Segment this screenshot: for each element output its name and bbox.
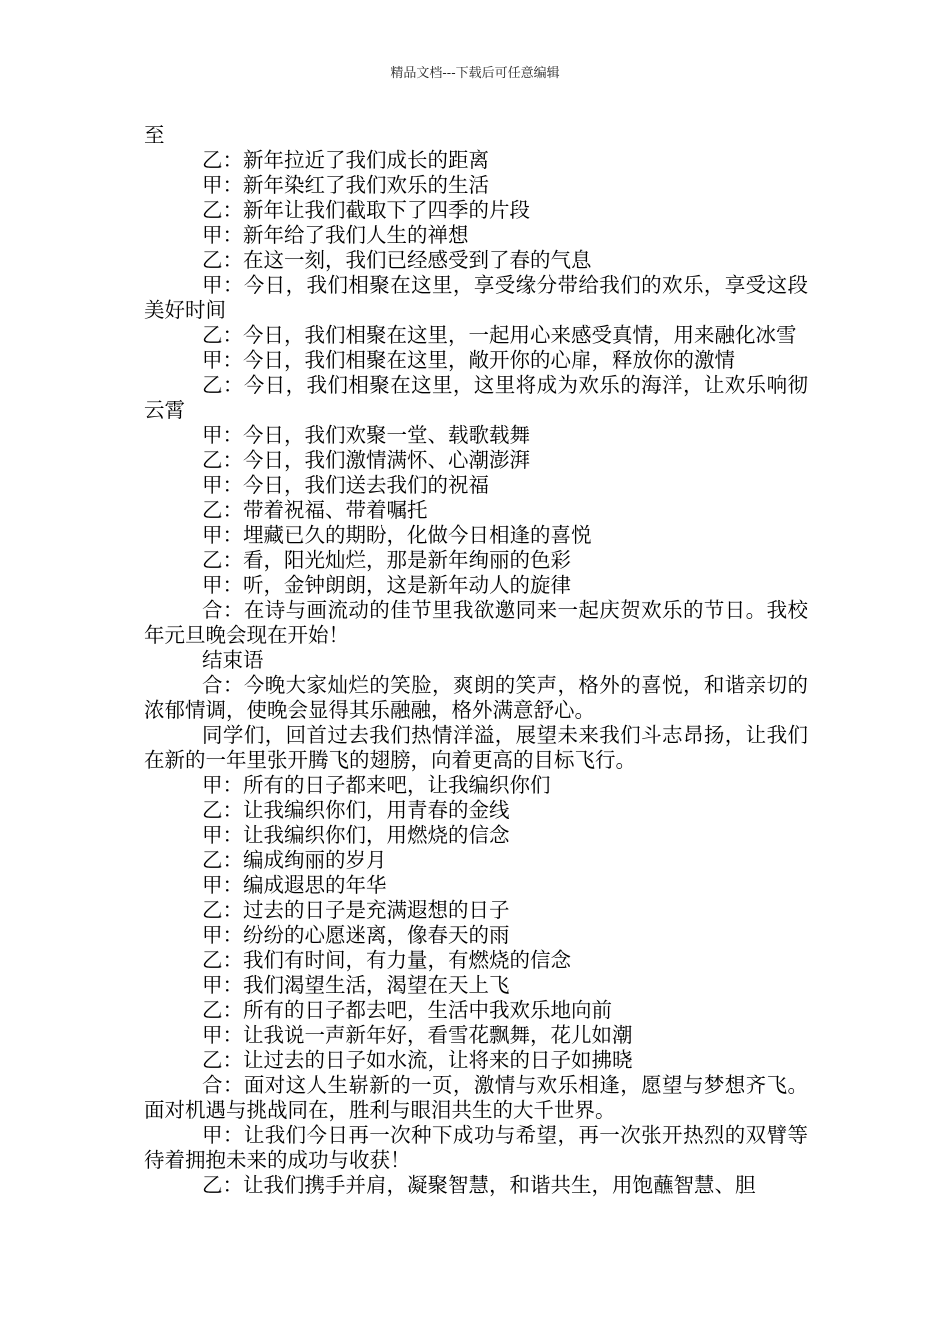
dialogue-line: 合：面对这人生崭新的一页，激情与欢乐相逢，愿望与梦想齐飞。面对机遇与挑战同在，胜利与眼泪共生的大千世界。 [144, 1073, 808, 1122]
dialogue-line: 甲：纷纷的心愿迷离，像春天的雨 [202, 923, 510, 947]
dialogue-line: 乙：让我编织你们，用青春的金线 [202, 798, 510, 822]
dialogue-line: 甲：让我说一声新年好，看雪花飘舞，花儿如潮 [202, 1023, 633, 1047]
dialogue-line: 甲：让我编织你们，用燃烧的信念 [202, 823, 510, 847]
dialogue-line: 甲：今日，我们相聚在这里，敞开你的心扉，释放你的激情 [202, 348, 735, 372]
dialogue-line: 甲：新年给了我们人生的禅想 [202, 223, 469, 247]
dialogue-line: 乙：所有的日子都去吧，生活中我欢乐地向前 [202, 998, 612, 1022]
dialogue-line: 乙：带着祝福、带着嘱托 [202, 498, 428, 522]
document-body [144, 123, 808, 1198]
dialogue-line: 甲：编成遐思的年华 [202, 873, 387, 897]
dialogue-line: 甲：听，金钟朗朗，这是新年动人的旋律 [202, 573, 571, 597]
dialogue-line: 乙：新年拉近了我们成长的距离 [202, 148, 489, 172]
dialogue-line: 甲：埋藏已久的期盼，化做今日相逢的喜悦 [202, 523, 592, 547]
dialogue-line: 合：在诗与画流动的佳节里我欲邀同来一起庆贺欢乐的节日。我校年元旦晚会现在开始！ [144, 598, 808, 647]
section-heading: 结束语 [202, 648, 264, 672]
dialogue-line: 乙：看，阳光灿烂，那是新年绚丽的色彩 [202, 548, 571, 572]
dialogue-line: 乙：让过去的日子如水流，让将来的日子如拂晓 [202, 1048, 633, 1072]
dialogue-line: 乙：我们有时间，有力量，有燃烧的信念 [202, 948, 571, 972]
dialogue-line: 甲：让我们今日再一次种下成功与希望，再一次张开热烈的双臂等待着拥抱未来的成功与收获！ [144, 1123, 808, 1172]
page-header: 精品文档---下载后可任意编辑 [390, 66, 560, 81]
dialogue-line: 甲：我们渴望生活，渴望在天上飞 [202, 973, 510, 997]
dialogue-line: 乙：过去的日子是充满遐想的日子 [202, 898, 510, 922]
dialogue-line: 乙：让我们携手并肩，凝聚智慧，和谐共生，用饱蘸智慧、胆 [202, 1173, 756, 1197]
dialogue-line: 甲：今日，我们送去我们的祝福 [202, 473, 489, 497]
dialogue-line: 乙：今日，我们相聚在这里，一起用心来感受真情，用来融化冰雪 [202, 323, 797, 347]
paragraph: 同学们，回首过去我们热情洋溢，展望未来我们斗志昂扬，让我们在新的一年里张开腾飞的翅膀，向着更高的目标飞行。 [144, 723, 808, 772]
dialogue-line: 乙：在这一刻，我们已经感受到了春的气息 [202, 248, 592, 272]
dialogue-line: 甲：今日，我们欢聚一堂、载歌载舞 [202, 423, 530, 447]
paragraph: 至 [144, 123, 165, 147]
dialogue-line: 乙：今日，我们激情满怀、心潮澎湃 [202, 448, 530, 472]
dialogue-line: 甲：所有的日子都来吧，让我编织你们 [202, 773, 551, 797]
dialogue-line: 乙：今日，我们相聚在这里，这里将成为欢乐的海洋，让欢乐响彻云霄 [144, 373, 808, 422]
dialogue-line: 合：今晚大家灿烂的笑脸，爽朗的笑声，格外的喜悦，和谐亲切的浓郁情调，使晚会显得其乐融融，格外满意舒心。 [144, 673, 808, 722]
dialogue-line: 乙：新年让我们截取下了四季的片段 [202, 198, 530, 222]
dialogue-line: 甲：新年染红了我们欢乐的生活 [202, 173, 489, 197]
dialogue-line: 乙：编成绚丽的岁月 [202, 848, 387, 872]
dialogue-line: 甲：今日，我们相聚在这里，享受缘分带给我们的欢乐，享受这段美好时间 [144, 273, 808, 322]
